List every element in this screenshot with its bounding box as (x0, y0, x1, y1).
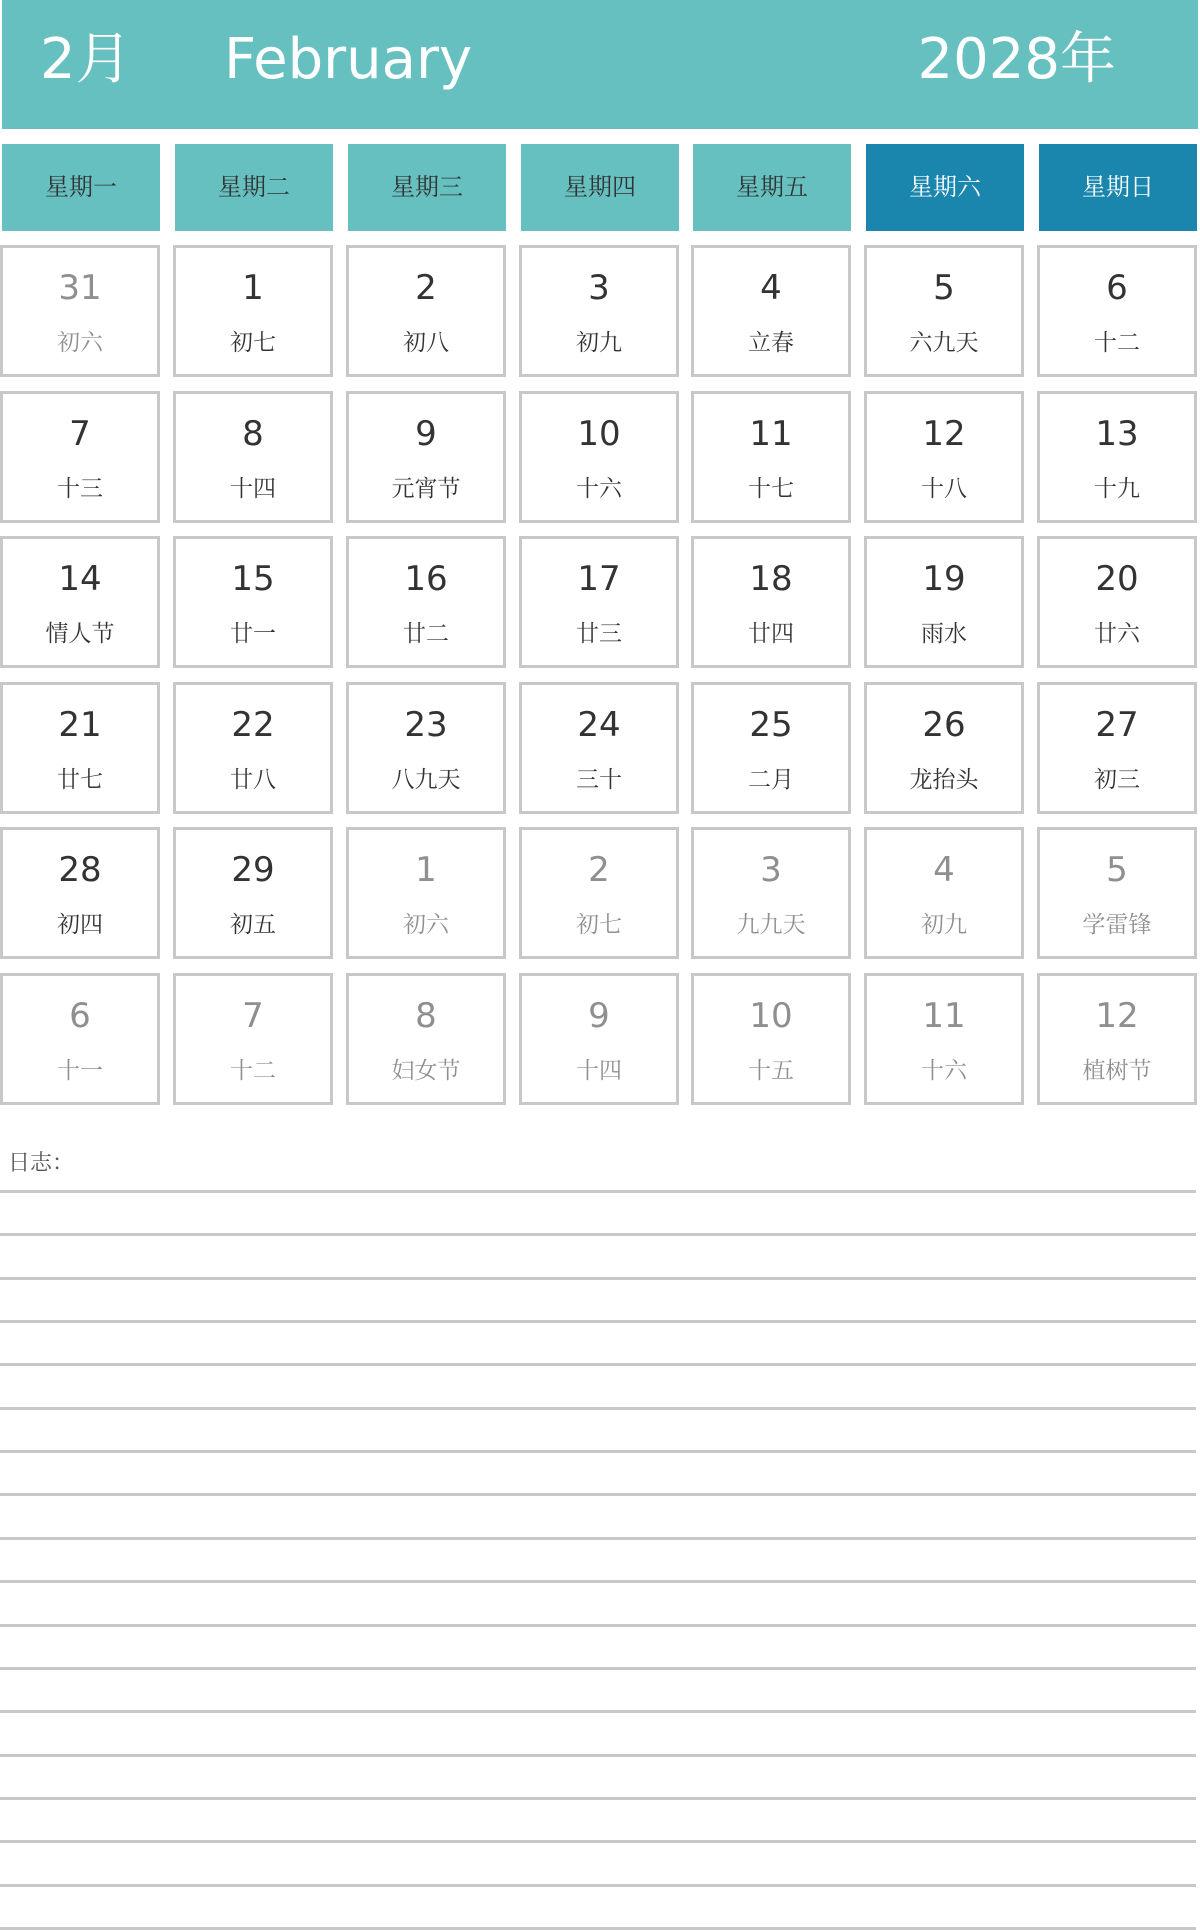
day-number: 11 (749, 414, 793, 454)
lunar-date: 初六 (403, 912, 449, 938)
day-number: 25 (749, 705, 793, 745)
lunar-date: 十四 (576, 1058, 622, 1084)
day-number: 19 (922, 559, 966, 599)
lunar-date: 廿八 (230, 767, 276, 793)
day-cell[interactable] (346, 827, 506, 959)
note-line (0, 1363, 1196, 1366)
lunar-date: 初九 (921, 912, 967, 938)
day-cell[interactable] (1037, 536, 1197, 668)
lunar-date: 十九 (1094, 476, 1140, 502)
day-number: 4 (933, 850, 955, 890)
lunar-date: 初六 (57, 330, 103, 356)
lunar-date: 廿三 (576, 621, 622, 647)
day-cell[interactable] (864, 682, 1024, 814)
day-cell[interactable] (864, 827, 1024, 959)
day-number: 9 (415, 414, 437, 454)
day-number: 20 (1095, 559, 1139, 599)
day-number: 12 (1095, 996, 1139, 1036)
day-number: 7 (69, 414, 91, 454)
lunar-date: 廿二 (403, 621, 449, 647)
lunar-date: 十五 (748, 1058, 794, 1084)
notes-label: 日志： (8, 1151, 75, 1176)
lunar-date: 初八 (403, 330, 449, 356)
day-cell[interactable] (1037, 827, 1197, 959)
day-number: 10 (749, 996, 793, 1036)
month-chinese: 2月 (40, 27, 132, 92)
day-number: 3 (588, 268, 610, 308)
note-line (0, 1797, 1196, 1800)
weekday-tuesday: 星期二 (175, 144, 333, 231)
lunar-date: 立春 (748, 330, 794, 356)
day-cell[interactable] (346, 973, 506, 1105)
lunar-date: 初七 (230, 330, 276, 356)
day-number: 27 (1095, 705, 1139, 745)
weekday-wednesday: 星期三 (348, 144, 506, 231)
day-number: 18 (749, 559, 793, 599)
day-cell[interactable] (346, 245, 506, 377)
day-number: 5 (933, 268, 955, 308)
note-line (0, 1407, 1196, 1410)
month-english: February (224, 27, 473, 92)
day-number: 10 (577, 414, 621, 454)
note-line (0, 1667, 1196, 1670)
day-cell[interactable] (519, 245, 679, 377)
lunar-date: 八九天 (391, 767, 461, 793)
lunar-date: 植树节 (1082, 1058, 1152, 1084)
lunar-date: 妇女节 (391, 1058, 461, 1084)
day-number: 26 (922, 705, 966, 745)
day-number: 16 (404, 559, 448, 599)
day-cell[interactable] (691, 973, 851, 1105)
day-number: 15 (231, 559, 275, 599)
day-cell[interactable] (864, 391, 1024, 523)
day-number: 3 (760, 850, 782, 890)
day-cell[interactable] (519, 827, 679, 959)
note-line (0, 1624, 1196, 1627)
note-line (0, 1580, 1196, 1583)
day-number: 4 (760, 268, 782, 308)
lunar-date: 情人节 (45, 621, 115, 647)
day-cell[interactable] (864, 245, 1024, 377)
lunar-date: 雨水 (921, 621, 967, 647)
lunar-date: 廿七 (57, 767, 103, 793)
day-cell[interactable] (0, 245, 160, 377)
day-cell[interactable] (691, 245, 851, 377)
note-line (0, 1320, 1196, 1323)
day-number: 8 (415, 996, 437, 1036)
day-cell[interactable] (864, 536, 1024, 668)
lunar-date: 学雷锋 (1082, 912, 1152, 938)
lunar-date: 廿六 (1094, 621, 1140, 647)
lunar-date: 十六 (921, 1058, 967, 1084)
day-cell[interactable] (519, 973, 679, 1105)
day-cell[interactable] (519, 536, 679, 668)
lunar-date: 元宵节 (391, 476, 461, 502)
day-number: 2 (588, 850, 610, 890)
note-line (0, 1754, 1196, 1757)
day-number: 22 (231, 705, 275, 745)
weekday-sunday: 星期日 (1039, 144, 1197, 231)
note-line (0, 1884, 1196, 1887)
day-cell[interactable] (173, 973, 333, 1105)
note-line (0, 1840, 1196, 1843)
weekday-monday: 星期一 (2, 144, 160, 231)
note-line (0, 1233, 1196, 1236)
note-line (0, 1450, 1196, 1453)
day-cell[interactable] (519, 391, 679, 523)
day-cell[interactable] (691, 536, 851, 668)
day-grid (0, 245, 1200, 1105)
weekday-header-row (2, 144, 1198, 231)
day-number: 8 (242, 414, 264, 454)
day-number: 31 (58, 268, 102, 308)
lunar-date: 九九天 (736, 912, 806, 938)
day-cell[interactable] (1037, 973, 1197, 1105)
note-line (0, 1190, 1196, 1193)
lunar-date: 十一 (57, 1058, 103, 1084)
lunar-date: 初三 (1094, 767, 1140, 793)
note-line (0, 1710, 1196, 1713)
day-cell[interactable] (173, 827, 333, 959)
lunar-date: 廿一 (230, 621, 276, 647)
day-cell[interactable] (691, 682, 851, 814)
lunar-date: 十八 (921, 476, 967, 502)
year-label: 2028年 (917, 27, 1116, 92)
lunar-date: 十二 (1094, 330, 1140, 356)
day-number: 13 (1095, 414, 1139, 454)
day-number: 11 (922, 996, 966, 1036)
lunar-date: 十三 (57, 476, 103, 502)
weekday-thursday: 星期四 (521, 144, 679, 231)
day-number: 14 (58, 559, 102, 599)
day-number: 28 (58, 850, 102, 890)
day-cell[interactable] (864, 973, 1024, 1105)
day-number: 1 (242, 268, 264, 308)
lunar-date: 十二 (230, 1058, 276, 1084)
day-cell[interactable] (173, 245, 333, 377)
lunar-date: 十六 (576, 476, 622, 502)
day-cell[interactable] (346, 536, 506, 668)
lunar-date: 六九天 (909, 330, 979, 356)
day-number: 29 (231, 850, 275, 890)
lunar-date: 初四 (57, 912, 103, 938)
weekday-saturday: 星期六 (866, 144, 1024, 231)
day-cell[interactable] (0, 536, 160, 668)
day-cell[interactable] (346, 391, 506, 523)
day-cell[interactable] (173, 682, 333, 814)
day-number: 24 (577, 705, 621, 745)
day-number: 7 (242, 996, 264, 1036)
day-number: 5 (1106, 850, 1128, 890)
day-cell[interactable] (1037, 245, 1197, 377)
day-cell[interactable] (519, 682, 679, 814)
day-number: 23 (404, 705, 448, 745)
day-number: 17 (577, 559, 621, 599)
note-line (0, 1277, 1196, 1280)
day-number: 6 (1106, 268, 1128, 308)
day-number: 9 (588, 996, 610, 1036)
lunar-date: 初九 (576, 330, 622, 356)
lunar-date: 龙抬头 (909, 767, 979, 793)
lunar-date: 十四 (230, 476, 276, 502)
day-cell[interactable] (346, 682, 506, 814)
month-header (2, 0, 1198, 129)
day-number: 6 (69, 996, 91, 1036)
day-number: 2 (415, 268, 437, 308)
day-cell[interactable] (691, 391, 851, 523)
day-cell[interactable] (0, 827, 160, 959)
note-line (0, 1493, 1196, 1496)
weekday-friday: 星期五 (693, 144, 851, 231)
day-cell[interactable] (0, 391, 160, 523)
day-number: 12 (922, 414, 966, 454)
day-number: 21 (58, 705, 102, 745)
lunar-date: 初七 (576, 912, 622, 938)
lunar-date: 初五 (230, 912, 276, 938)
lunar-date: 廿四 (748, 621, 794, 647)
day-cell[interactable] (0, 682, 160, 814)
day-number: 1 (415, 850, 437, 890)
day-cell[interactable] (173, 536, 333, 668)
note-line (0, 1537, 1196, 1540)
day-cell[interactable] (1037, 682, 1197, 814)
day-cell[interactable] (173, 391, 333, 523)
day-cell[interactable] (0, 973, 160, 1105)
lunar-date: 二月 (748, 767, 794, 793)
day-cell[interactable] (691, 827, 851, 959)
lunar-date: 三十 (576, 767, 622, 793)
lunar-date: 十七 (748, 476, 794, 502)
day-cell[interactable] (1037, 391, 1197, 523)
